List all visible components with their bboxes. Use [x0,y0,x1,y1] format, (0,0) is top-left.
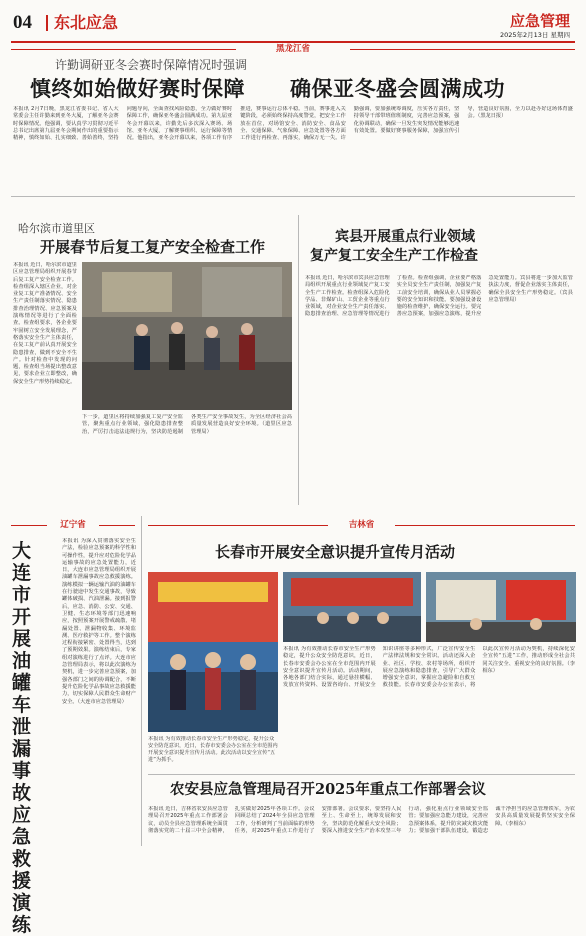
news-photo [426,572,576,642]
brand-title: 应急管理 [509,12,570,30]
headline: 开展春节后复工复产安全检查工作 [40,238,266,256]
masthead-rule [11,41,575,43]
article-body: 本报讯 2月7日晚，黑龙江省委书记、省人大常委会主任许勤来到亚冬大厦，了解亚冬会赛时保障情况。他强调，要认真学习贯彻习近平总书记出席第九届亚冬会期间作出的重要指示精神，慎终如始、扎实细致、善始善终，坚持问题导向，全面查找风险隐患，全力做好赛时保障工作，确保亚冬盛会圆满成功。第九届亚冬会开幕以来，许勤先后多次深入赛场、场馆、亚冬大厦，了解赛事组织、运行保障等情况。他指出，亚冬会开幕以来，各项工作有序推进，赛事运行总体平稳。当前，赛事进入关键阶段，必须始终保持高度警觉，把安全工作放在首位，对场馆安全、消防安全、食品安全、交通保障、气象保障、应急处置等各方面工作进行再检查、再落实，确保万无一失。许勤强调，要加强统筹调度，压实各方责任，坚持领导干部带班值班制度，完善应急预案，强化协调联动，确保一旦发生突发情况能够迅速有效处置。要做好赛事服务保障，加强宣传引导，营造良好氛围，全力以赴办好这场体育盛会。（黑龙日报） [13,106,573,142]
divider [298,215,299,505]
news-photo [148,572,278,732]
region-label: 黑龙江省 [275,44,310,54]
article-body: 本报讯 为有效推动长春市安全生产形势稳定，提升公众安全防范意识，近日，长春市安委会办公室在全市范围内开展安全意识提升宣传月活动。活动期间，各地各部门结合实际，通过悬挂横幅、发放宣传资料、设置咨询台、开展安全知识讲座等多种形式，广泛宣传安全生产法律法规和安全常识。活动还深入企业、社区、学校、农村等场所，组织开展应急演练和隐患排查，引导广大群众增强安全意识，掌握应急避险和自救互救技能。长春市安委会办公室表示，将以此次宣传月活动为契机，持续深化安全宣传“五进”工作，推动形成全社会共同关注安全、重视安全的良好氛围。（李相东） [283,646,575,689]
divider [141,516,142,846]
headline: 慎终如始做好赛时保障 [30,76,245,101]
article-body: 下一步，道里区将持续加强复工复产安全监管，聚焦重点行业领域，强化隐患排查整治，严厉打击违法违规行为，坚决防范遏制各类生产安全事故发生，为全区经济社会高质量发展营造良好安全环境。（道里区应急管理局） [82,414,292,435]
kicker: 许勤调研亚冬会赛时保障情况时强调 [55,58,248,72]
article-body: 本报讯 近日，哈尔滨市宾县应急管理局组织开展重点行业领域复产复工安全生产工作检查。检查组深入危险化学品、非煤矿山、工贸企业等重点行业领域，对企业安全生产责任落实、隐患排查治理、应急管理等情况进行了检查。检查组强调，企业要严格落实全员安全生产责任制，加强复产复工前安全培训，确保从业人员掌握必要的安全知识和技能。要加强设备设施的检查维护，确保安全运行。要完善应急预案，加强应急演练，提升应急处置能力。宾县将进一步加大监管执法力度，督促企业落实主体责任，确保全县安全生产形势稳定。（宾县应急管理局） [305,275,573,318]
headline: 宾县开展重点行业领域 [335,229,475,245]
issue-date: 2025年2月13日 星期四 [499,31,570,39]
article-body: 本报讯 近日，哈尔滨市道里区应急管理局组织开展春节后复工复产安全检查工作。检查组深入辖区企业，对企业复工复产准备情况、安全生产责任制落实情况、隐患排查治理情况、应急预案及演练情况等进行了全面检查。检查组要求，各企业要牢固树立安全发展理念，严格落实安全生产主体责任，在复工复产前认真开展安全隐患排查，做到不安全不生产。针对检查中发现的问题，检查组当场提出整改意见，要求企业立即整改，确保安全生产形势持续稳定。 [13,262,77,385]
headline: 农安县应急管理局召开2025年重点工作部署会议 [170,781,486,798]
region-label: 辽宁省 [60,520,86,530]
headline: 复产复工安全生产工作检查 [310,248,478,264]
divider [148,774,575,775]
page-number: 04 [13,12,32,33]
section-title: 东北应急 [54,13,119,32]
news-photo [82,262,292,410]
divider [46,15,48,31]
headline: 大连市开展油罐车泄漏事故应急救援演练 [12,540,32,936]
section-jilin [148,520,575,531]
region-label: 吉林省 [348,520,375,530]
divider [11,196,575,197]
article-body: 本报讯 为深入贯彻落实安全生产法，检验应急预案的科学性和可操作性，提升应对危险化学品运输事故的应急处置能力，近日，大连市应急管理局组织开展油罐车泄漏事故应急救援演练。演练模拟一辆运输汽油的油罐车在行驶途中发生交通事故，导致罐体破损、汽油泄漏。接到报警后，应急、消防、公安、交通、卫健、生态环境等部门迅速响应，按照预案开展警戒疏散、堵漏处置、泄漏物收集、环境监测、医疗救护等工作。整个演练过程衔接紧密、处置得当，达到了预期效果。演练结束后，专家组对演练进行了点评。大连市应急管理局表示，将以此次演练为契机，进一步完善应急预案，加强各部门之间的协调配合，不断提升危险化学品事故应急救援能力，切实保障人民群众生命财产安全。（大连市应急管理局） [62,538,136,705]
news-photo [283,572,421,642]
location-kicker: 哈尔滨市道里区 [18,222,95,235]
section-heilongjiang [11,44,575,55]
photo-caption: 本报讯 为有效推动长春市安全生产形势稳定，提升公众安全防范意识，近日，长春市安委会办公室在全市范围内开展安全意识提升宣传月活动。此次活动以安全宣传“五进”为抓手。 [148,736,278,763]
article-body: 本报讯 近日，吉林省农安县应急管理局召开2025年重点工作部署会议，动员全县应急管理系统全面贯彻落实党的二十届三中全会精神，扎实做好2025年各项工作。会议回顾总结了2024年全县应急管理工作，分析研判了当前面临的形势任务，对2025年重点工作进行了安排部署。会议要求，要坚持人民至上、生命至上，统筹发展和安全，坚决防范化解重大安全风险；要深入推进安全生产治本攻坚三年行动，强化重点行业领域安全监管；要加强应急能力建设，完善应急预案体系，提升防灾减灾救灾能力；要加强干部队伍建设，锻造忠诚干净担当的应急管理铁军，为农安县高质量发展提供坚实安全保障。（李相东） [148,806,575,834]
headline: 长春市开展安全意识提升宣传月活动 [215,543,456,561]
headline: 确保亚冬盛会圆满成功 [290,76,505,101]
section-liaoning [11,520,135,531]
